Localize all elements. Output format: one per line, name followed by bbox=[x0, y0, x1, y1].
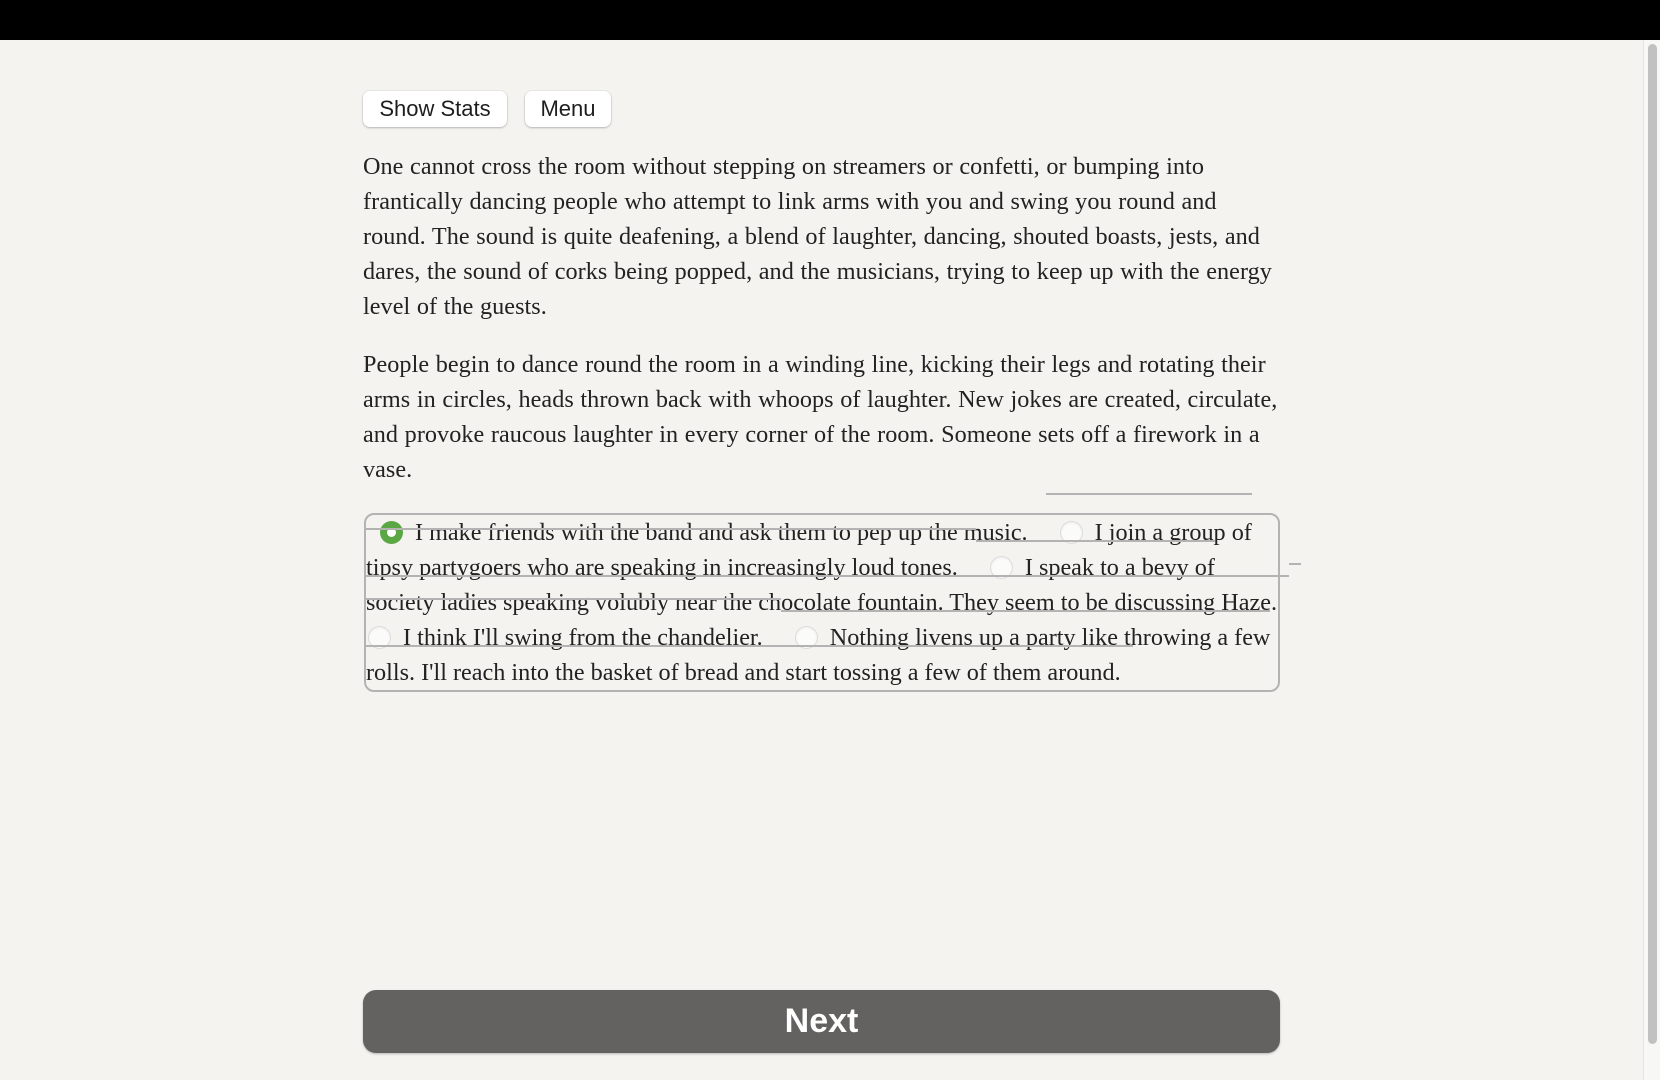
browser-top-bar bbox=[0, 0, 1660, 40]
game-content bbox=[363, 91, 1280, 1040]
scrollbar-thumb[interactable] bbox=[1648, 44, 1657, 1044]
story-text bbox=[363, 149, 1280, 487]
top-button-bar bbox=[363, 91, 1280, 127]
choice-label: Nothing livens up a party like throwing a few rolls. I'll reach into the basket of bread and start tossing a few of them around. bbox=[366, 624, 1271, 686]
story-paragraph: People begin to dance round the room in a winding line, kicking their legs and rotating their arms in circles, heads thrown back with whoops of laughter. New jokes are created, circulate, and provoke raucous laughter in every corner of the room. Someone sets off a firework in a vase. bbox=[363, 351, 1278, 483]
next-button[interactable]: Next bbox=[363, 990, 1280, 1053]
radio-unselected-icon[interactable] bbox=[990, 556, 1013, 579]
radio-unselected-icon[interactable] bbox=[795, 626, 818, 649]
choice-label: I make friends with the band and ask them to pep up the music. bbox=[415, 519, 1028, 546]
choice-label: I speak to a bevy of society ladies speaking volubly near the chocolate fountain. They seem to be discussing Haze. bbox=[366, 554, 1278, 616]
show-stats-button[interactable]: Show Stats bbox=[363, 91, 507, 127]
menu-button[interactable]: Menu bbox=[525, 91, 611, 127]
story-paragraph: One cannot cross the room without stepping on streamers or confetti, or bumping into frantically dancing people who attempt to link arms with you and swing you round and round. The sound is quite deafening, a blend of laughter, dancing, shouted boasts, jests, and dares, the sound of corks being popped, and the musicians, trying to keep up with the energy level of the guests. bbox=[363, 153, 1272, 320]
vertical-scrollbar[interactable] bbox=[1643, 40, 1660, 1080]
choice-label: I join a group of tipsy partygoers who are speaking in increasingly loud tones. bbox=[366, 519, 1252, 581]
choice-list bbox=[364, 513, 1280, 692]
choice-label: I think I'll swing from the chandelier. bbox=[403, 624, 763, 651]
